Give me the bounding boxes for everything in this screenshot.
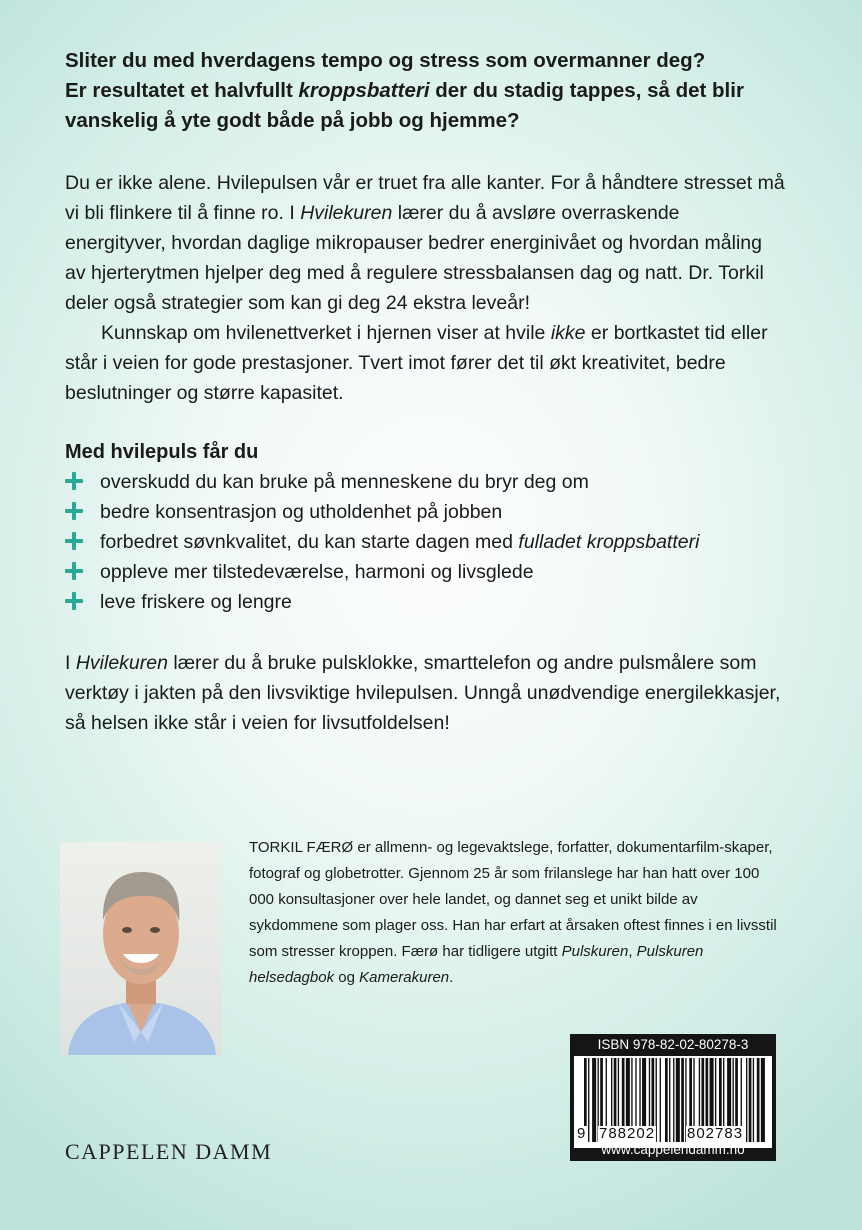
bio-book-2: Pulskuren helsedagbok xyxy=(249,943,704,986)
benefits-list xyxy=(65,467,785,617)
intro-line-2-pre: Er resultatet et halvfullt xyxy=(65,79,299,102)
barcode-bars xyxy=(574,1056,772,1148)
intro-text xyxy=(65,46,785,136)
barcode-digits-left: 788202 xyxy=(599,1125,656,1142)
list-item xyxy=(65,467,785,497)
plus-icon xyxy=(65,592,83,610)
intro-line-2-post: der du stadig tappes, så det blir xyxy=(429,79,744,102)
list-item-text: overskudd du kan bruke på menneskene du bryr deg om xyxy=(100,471,589,493)
isbn-barcode xyxy=(570,1034,776,1161)
list-item-em: fulladet kroppsbatteri xyxy=(518,531,700,553)
bio-book-1: Pulskuren xyxy=(561,943,629,960)
closing-em: Hvilekuren xyxy=(75,652,168,674)
barcode-digit-first: 9 xyxy=(577,1125,587,1142)
bio-sep-1: , xyxy=(628,943,637,960)
benefits-heading: Med hvilepuls får du xyxy=(65,441,259,463)
bio-book-3: Kamerakuren xyxy=(359,969,450,986)
p2-post: er bortkastet tid eller står i veien for gode prestasjoner. Tvert imot fører det til økt kreativitet, bedre beslutninger og større kapasitet. xyxy=(65,322,768,404)
list-item-text: forbedret søvnkvalitet, du kan starte dagen med xyxy=(100,531,519,553)
bio-sep-2: og xyxy=(334,969,360,986)
isbn-label: ISBN 978-82-02-80278-3 xyxy=(597,1037,749,1052)
intro-line-2-em: kroppsbatteri xyxy=(298,79,430,102)
plus-icon xyxy=(65,562,83,580)
author-bio-text xyxy=(249,835,779,991)
closing-pre: I xyxy=(65,652,76,674)
plus-icon xyxy=(65,502,83,520)
p1-post: lærer du å avsløre overraskende energityver, hvordan daglige mikropauser bedrer energinivået og hvordan måling av hjerterytmen hjelper deg med å regulere stressbalansen dag og natt. Dr. Torkil deler også strategier som kan gi deg 24 ekstra leveår! xyxy=(65,202,764,314)
list-item xyxy=(65,527,785,557)
intro-line-3: vanskelig å yte godt både på jobb og hjemme? xyxy=(65,109,520,132)
list-item-text: leve friskere og lengre xyxy=(100,591,292,613)
description xyxy=(65,168,785,408)
p2-pre: Kunnskap om hvilenettverket i hjernen viser at hvile xyxy=(101,322,551,344)
bio-text: TORKIL FÆRØ er allmenn- og legevaktslege, forfatter, dokumentarfilm-skaper, fotograf og globetrotter. Gjennom 25 år som frilanslege har han hatt over 100 000 konsultasjoner over hele landet, og dannet seg et unikt bilde av sykdommene som plager oss. Han har erfart at årsaken oftest finnes i en livsstil som stresser kroppen. Færø har tidligere utgitt xyxy=(249,839,777,960)
publisher-logo: CAPPELEN DAMM xyxy=(65,1139,273,1164)
intro-line-2 xyxy=(65,76,785,106)
barcode-digits-right: 802783 xyxy=(687,1125,744,1142)
plus-icon xyxy=(65,532,83,550)
list-item xyxy=(65,497,785,527)
author-photo xyxy=(60,842,222,1055)
author-portrait-illustration xyxy=(60,842,222,1055)
closing-paragraph xyxy=(65,648,785,738)
closing-post: lærer du å bruke pulsklokke, smarttelefon og andre pulsmålere som verktøy i jakten på den livsviktige hvilepulsen. Unngå unødvendige energilekkasjer, så helsen ikke står i veien for livsutfoldelsen! xyxy=(65,652,781,734)
p2-em: ikke xyxy=(550,322,586,344)
description-paragraph-1 xyxy=(65,168,785,318)
p1-pre: Du er ikke alene. Hvilepulsen vår er truet fra alle kanter. For å håndtere stresset må vi bli flinkere til å finne ro. I xyxy=(65,172,785,224)
author-bio xyxy=(249,835,779,991)
list-item xyxy=(65,587,785,617)
description-paragraph-2 xyxy=(65,318,785,408)
list-item xyxy=(65,557,785,587)
intro-line-1: Sliter du med hverdagens tempo og stress som overmanner deg? xyxy=(65,49,706,72)
p1-em: Hvilekuren xyxy=(300,202,393,224)
plus-icon xyxy=(65,472,83,490)
publisher-url: www.cappelendamm.no xyxy=(601,1142,745,1157)
bio-end: . xyxy=(449,969,454,986)
closing-paragraph-text xyxy=(65,648,785,738)
list-item-text: bedre konsentrasjon og utholdenhet på jobben xyxy=(100,501,503,523)
list-item-text: oppleve mer tilstedeværelse, harmoni og livsglede xyxy=(100,561,534,583)
